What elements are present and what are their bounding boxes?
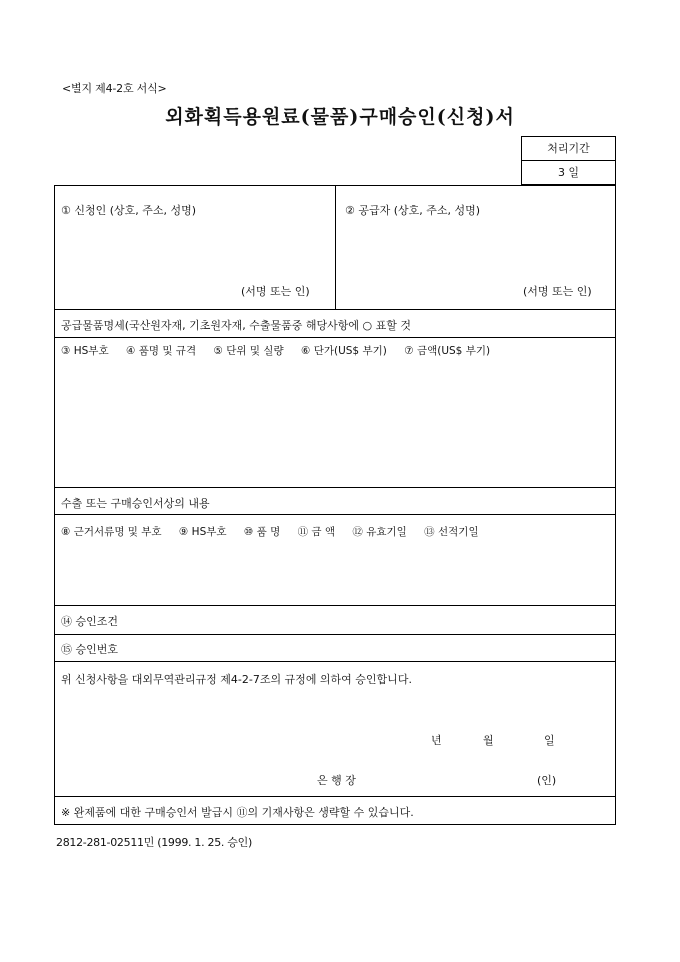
export-detail-area <box>55 515 615 606</box>
supplier-label: ② 공급자 (상호, 주소, 성명) <box>345 204 481 217</box>
col-export-amount: ⑪ 금 액 <box>297 526 336 538</box>
goods-section-label: 공급물품명세(국산원자재, 기초원자재, 수출물품중 해당사항에 ○ 표할 것 <box>61 319 412 332</box>
note-row <box>55 797 615 825</box>
page-title: 외화획득용원료(물품)구매승인(신청)서 <box>165 106 515 128</box>
applicant-sign: (서명 또는 인) <box>241 285 310 298</box>
goods-label-row <box>55 310 615 338</box>
export-column-headers <box>61 524 479 539</box>
date-day: 일 <box>544 734 555 747</box>
approval-number-label: ⑮ 승인번호 <box>61 643 119 656</box>
col-shipping-date: ⑬ 선적기일 <box>424 526 479 538</box>
date-month: 월 <box>483 734 494 747</box>
col-unit-qty: ⑤ 단위 및 실량 <box>213 345 284 357</box>
seal-mark: (인) <box>537 774 557 787</box>
conditions-label: ⑭ 승인조건 <box>61 615 119 628</box>
note-text: ※ 완제품에 대한 구매승인서 발급시 ⑪의 기재사항은 생략할 수 있습니다. <box>61 806 414 819</box>
processing-period-box <box>521 136 616 185</box>
export-label-row <box>55 488 615 515</box>
col-item-spec: ④ 품명 및 규격 <box>125 345 197 357</box>
conditions-row <box>55 606 615 635</box>
col-basis-doc: ⑧ 근거서류명 및 부호 <box>61 526 162 538</box>
statement-text: 위 신청사항을 대외무역관리규정 제4-2-7조의 규정에 의하여 승인합니다. <box>61 673 412 686</box>
approval-number-row <box>55 635 615 662</box>
goods-column-headers <box>61 343 490 358</box>
date-year: 년 <box>431 734 442 747</box>
application-form <box>54 185 616 825</box>
goods-detail-area <box>55 338 615 488</box>
col-hs-code: ③ HS부호 <box>61 345 109 357</box>
bank-manager: 은 행 장 <box>317 774 356 787</box>
footer-code: 2812-281-02511민 (1999. 1. 25. 승인) <box>56 836 252 849</box>
statement-area <box>55 662 615 797</box>
col-item-name: ⑩ 품 명 <box>243 526 281 538</box>
export-section-label: 수출 또는 구매승인서상의 내용 <box>61 497 210 510</box>
form-number: <별지 제4-2호 서식> <box>62 82 167 95</box>
col-export-hs-code: ⑨ HS부호 <box>178 526 227 538</box>
processing-period-value: 3 일 <box>557 166 580 179</box>
supplier-sign: (서명 또는 인) <box>523 285 592 298</box>
col-amount: ⑦ 금액(US$ 부기) <box>404 345 491 357</box>
processing-period-label: 처리기간 <box>522 137 615 161</box>
party-row <box>55 186 615 310</box>
col-expiry-date: ⑫ 유효기일 <box>352 526 407 538</box>
applicant-label: ① 신청인 (상호, 주소, 성명) <box>61 204 197 217</box>
col-unit-price: ⑥ 단가(US$ 부기) <box>300 345 387 357</box>
